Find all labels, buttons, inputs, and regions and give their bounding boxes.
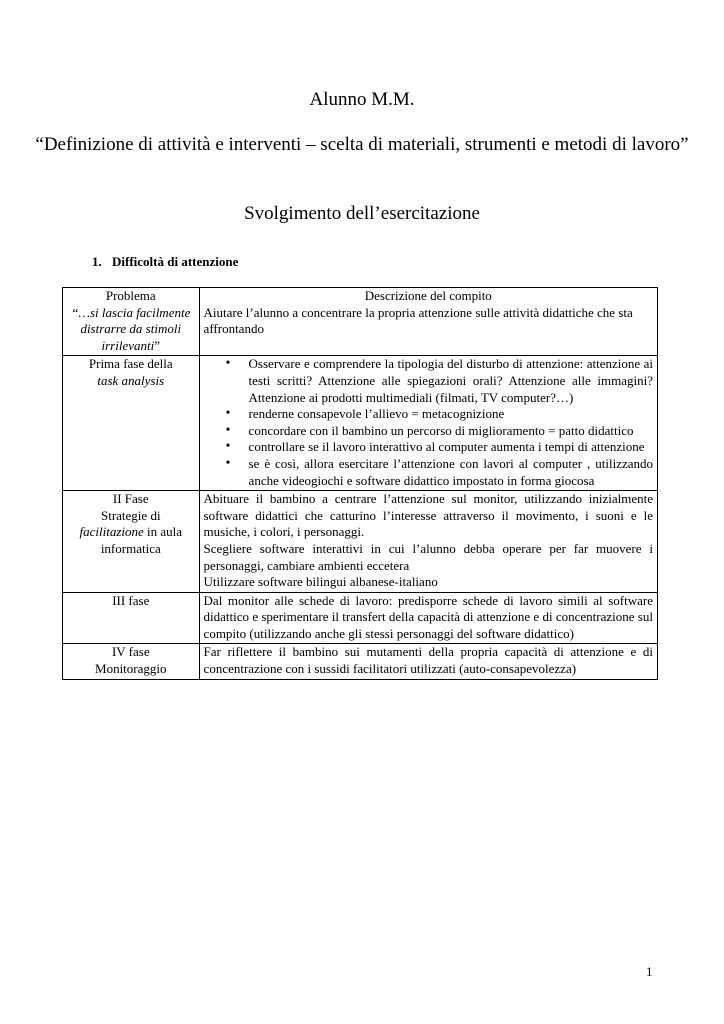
page-number: 1 <box>646 964 653 979</box>
section-heading <box>92 254 238 270</box>
cell-italic-text: “…si lascia facilmente distrarre da stimoli irrilevanti <box>71 304 191 353</box>
table-row <box>63 288 658 356</box>
row-label-cell <box>63 592 200 644</box>
row-label-cell <box>63 288 200 356</box>
cell-text: ” <box>154 337 161 353</box>
cell-text: Scegliere software interattivi in cui l’alunno debba operare per far muovere i personaggi, cambiare ambienti eccetera <box>203 540 653 573</box>
task-table <box>62 287 658 680</box>
row-label-cell <box>63 644 200 679</box>
cell-text: Problema <box>105 288 156 303</box>
bullet-list <box>204 356 653 489</box>
row-content-cell <box>199 644 657 679</box>
cell-text: II Fase <box>112 491 149 507</box>
list-item: • se è così, allora esercitare l’attenzione con lavori al computer , utilizzando anche videogiochi e software didattico impostato in forma giocosa <box>204 456 653 489</box>
list-item: • renderne consapevole l’allievo = metacognizione <box>204 406 653 423</box>
section-number: 1. <box>92 254 102 269</box>
row-label-cell <box>63 356 200 491</box>
cell-text: III fase <box>112 592 150 608</box>
cell-heading: Descrizione del compito <box>364 288 492 303</box>
row-content-cell <box>199 356 657 491</box>
cell-italic-text: task analysis <box>97 372 165 388</box>
row-content-cell <box>199 288 657 356</box>
cell-text: Utilizzare software bilingui albanese-italiano <box>203 574 438 590</box>
table-row <box>63 644 658 679</box>
cell-text: in aula informatica <box>100 524 183 556</box>
list-item: • concordare con il bambino un percorso di miglioramento = patto didattico <box>204 423 653 440</box>
cell-text: Prima fase della <box>88 356 173 372</box>
table-row <box>63 592 658 644</box>
cell-text: Strategie di <box>100 507 161 523</box>
cell-text <box>67 305 195 355</box>
section-label: Difficoltà di attenzione <box>112 254 239 269</box>
cell-text: Monitoraggio <box>95 661 167 677</box>
row-content-cell <box>199 592 657 644</box>
cell-text: Far riflettere il bambino sui mutamenti della propria capacità di attenzione e di concentrazione con i sussidi facilitatori utilizzati (auto-consapevolezza) <box>203 644 653 677</box>
cell-text <box>67 524 195 557</box>
cell-text: Dal monitor alle schede di lavoro: predisporre schede di lavoro simili al software didattico e sperimentare il transfert della capacità di attenzione e di concentrazione sul compito (utilizzando anche gli stessi personaggi del software didattico) <box>203 592 653 641</box>
list-item: • controllare se il lavoro interattivo al computer aumenta i tempi di attenzione <box>204 439 653 456</box>
document-subtitle: “Definizione di attività e interventi – scelta di materiali, strumenti e metodi di lavoro” <box>35 134 689 155</box>
table-row <box>63 491 658 593</box>
cell-text: Abituare il bambino a centrare l’attenzione sul monitor, utilizzando inizialmente software didattici che catturino l’interesse attraverso il movimento, i suoni e le musiche, i colori, i personaggi. <box>203 491 653 540</box>
cell-text: IV fase <box>111 644 150 660</box>
document-title: Alunno M.M. <box>309 89 415 110</box>
cell-text: Aiutare l’alunno a concentrare la propria attenzione sulle attività didattiche che sta affrontando <box>203 304 633 337</box>
list-item: • Osservare e comprendere la tipologia del disturbo di attenzione: attenzione ai testi scritti? Attenzione alle spiegazioni orali? Attenzione alle immagini? Attenzione ai prodotti multimediali (filmati, TV computer?…) <box>204 356 653 406</box>
row-label-cell <box>63 491 200 593</box>
row-content-cell <box>199 491 657 593</box>
document-heading: Svolgimento dell’esercitazione <box>244 203 480 224</box>
table-row <box>63 356 658 491</box>
cell-italic-text: facilitazione <box>79 524 144 540</box>
